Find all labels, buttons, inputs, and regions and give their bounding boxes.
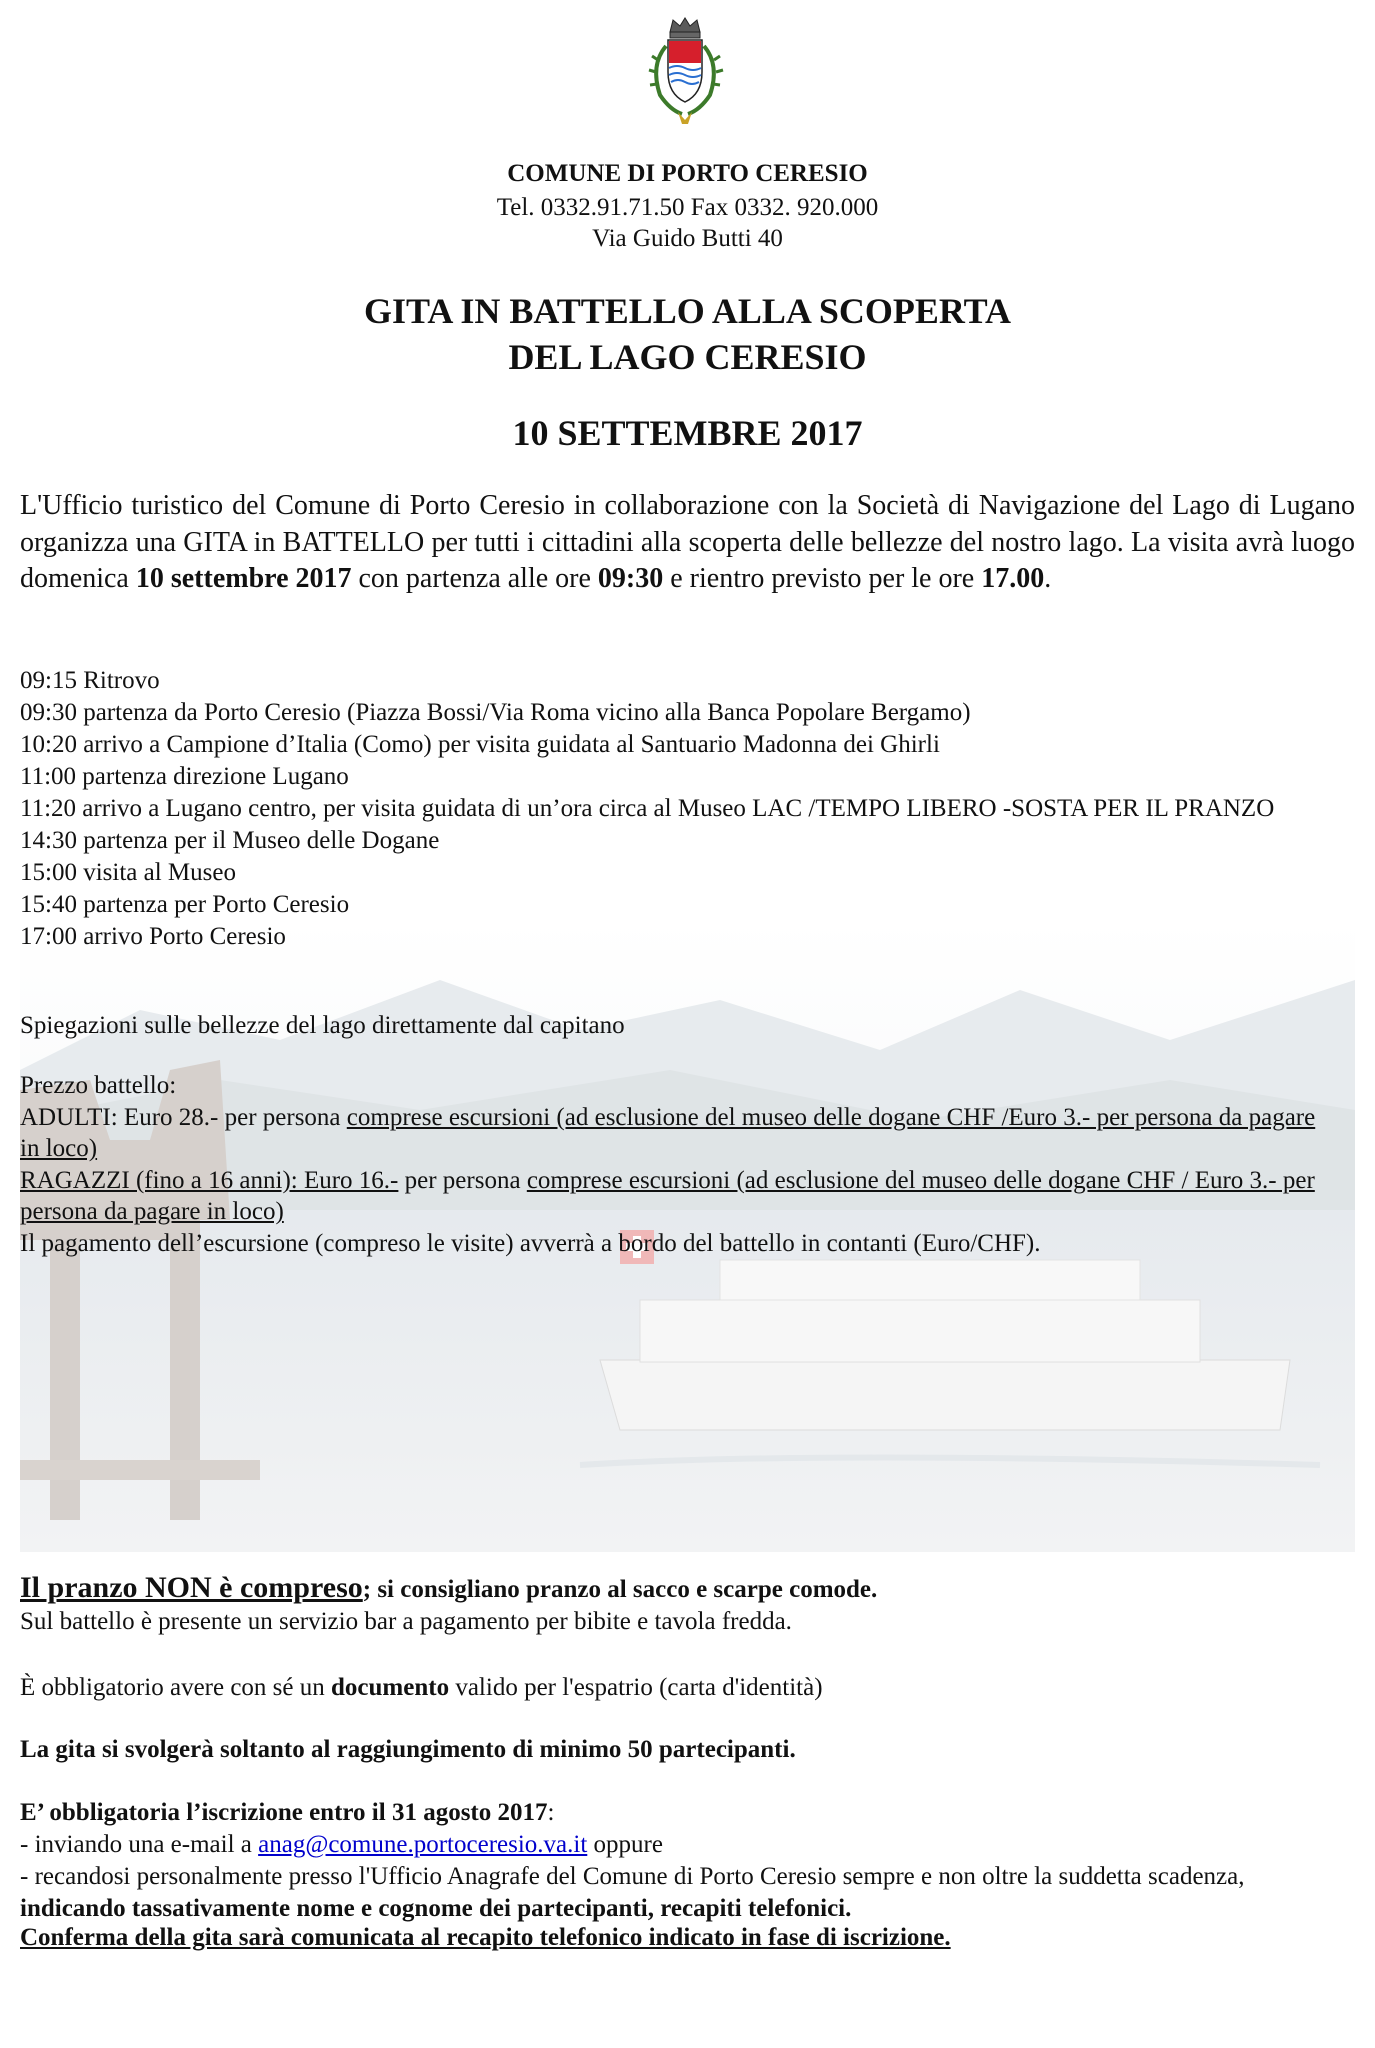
page-title: GITA IN BATTELLO ALLA SCOPERTA [364,291,1011,331]
email-link[interactable]: anag@comune.portoceresio.va.it [258,1831,588,1858]
prices-heading: Prezzo battello: [20,1072,177,1099]
contact-phone-fax: Tel. 0332.91.71.50 Fax 0332. 920.000 [496,194,879,221]
registration-heading: E’ obbligatoria l’iscrizione entro il 31 agosto 2017 [20,1799,548,1826]
registration-email: - inviando una e-mail a anag@comune.portoceresio.va.it oppure [20,1831,663,1858]
payment-note: Il pagamento dell’escursione (compreso le visite) avverrà a bordo del battello in contanti (Euro/CHF). [20,1229,1041,1257]
schedule-list [20,665,1355,953]
confirmation-note: Conferma della gita sarà comunicata al recapito telefonico indicato in fase di iscrizione. [20,1924,951,1951]
schedule-item: 09:30 partenza da Porto Ceresio (Piazza Bossi/Via Roma vicino alla Banca Popolare Bergamo) [20,699,971,726]
bar-service-note: Sul battello è presente un servizio bar a pagamento per bibite e tavola fredda. [20,1608,792,1635]
intro-paragraph: L'Ufficio turistico del Comune di Porto Ceresio in collaborazione con la Società di Navigazione del Lago di Lugano organizza una GITA in BATTELLO per tutti i cittadini alla scoperta delle bellezze del nostro lago. La visita avrà luogo domenica 10 settembre 2017 con partenza alle ore 09:30 e rientro previsto per le ore 17.00. [20,490,1356,594]
schedule-item: 15:00 visita al Museo [20,859,236,886]
adult-price: ADULTI: Euro 28.- per persona comprese escursioni (ad esclusione del museo delle dogane CHF /Euro 3.- per persona da pagare in loco) [20,1103,1316,1163]
event-date: 10 SETTEMBRE 2017 [512,413,863,453]
municipality-name: COMUNE DI PORTO CERESIO [507,160,868,187]
schedule-item: 11:00 partenza direzione Lugano [20,763,349,790]
schedule-item: 15:40 partenza per Porto Ceresio [20,891,350,918]
schedule-item: 10:20 arrivo a Campione d’Italia (Como) per visita guidata al Santuario Madonna dei Ghirli [20,731,940,758]
coat-of-arms-icon [630,10,740,130]
schedule-item: 11:20 arrivo a Lugano centro, per visita guidata di un’ora circa al Museo LAC /TEMPO LIBERO -SOSTA PER IL PRANZO [20,795,1275,822]
kids-price: RAGAZZI (fino a 16 anni): Euro 16.- per persona comprese escursioni (ad esclusione del museo delle dogane CHF / Euro 3.- per persona da pagare in loco) [20,1166,1315,1226]
registration-office: - recandosi personalmente presso l'Ufficio Anagrafe del Comune di Porto Ceresio sempre e non oltre la suddetta scadenza, indicando tassativamente nome e cognome dei partecipanti, recapiti telefonici. [20,1863,1245,1922]
document-requirement: È obbligatorio avere con sé un documento valido per l'espatrio (carta d'identità) [20,1674,823,1701]
prices-section [20,1070,1340,1260]
schedule-item: 14:30 partenza per il Museo delle Dogane [20,827,440,854]
lunch-note: Il pranzo NON è compreso; si consigliano pranzo al sacco e scarpe comode. Sul battello è presente un servizio bar a pagamento per bibite e tavola fredda. [20,1572,1355,1638]
municipality-address: Via Guido Butti 40 [592,225,783,252]
registration-section: E’ obbligatoria l’iscrizione entro il 31 agosto 2017: - inviando una e-mail a anag@comune.portoceresio.va.it oppure - recandosi personalmente presso l'Ufficio Anagrafe del Comune di Porto Ceresio sempre e non oltre la suddetta scadenza, indicando tassativamente nome e cognome dei partecipanti, recapiti telefonici. [20,1797,1355,1925]
minimum-participants: La gita si svolgerà soltanto al raggiungimento di minimo 50 partecipanti. [20,1736,796,1763]
page-title-line2: DEL LAGO CERESIO [508,337,867,377]
captain-explanations: Spiegazioni sulle bellezze del lago direttamente dal capitano [20,1012,625,1039]
schedule-item: 17:00 arrivo Porto Ceresio [20,923,286,950]
schedule-item: 09:15 Ritrovo [20,667,160,694]
